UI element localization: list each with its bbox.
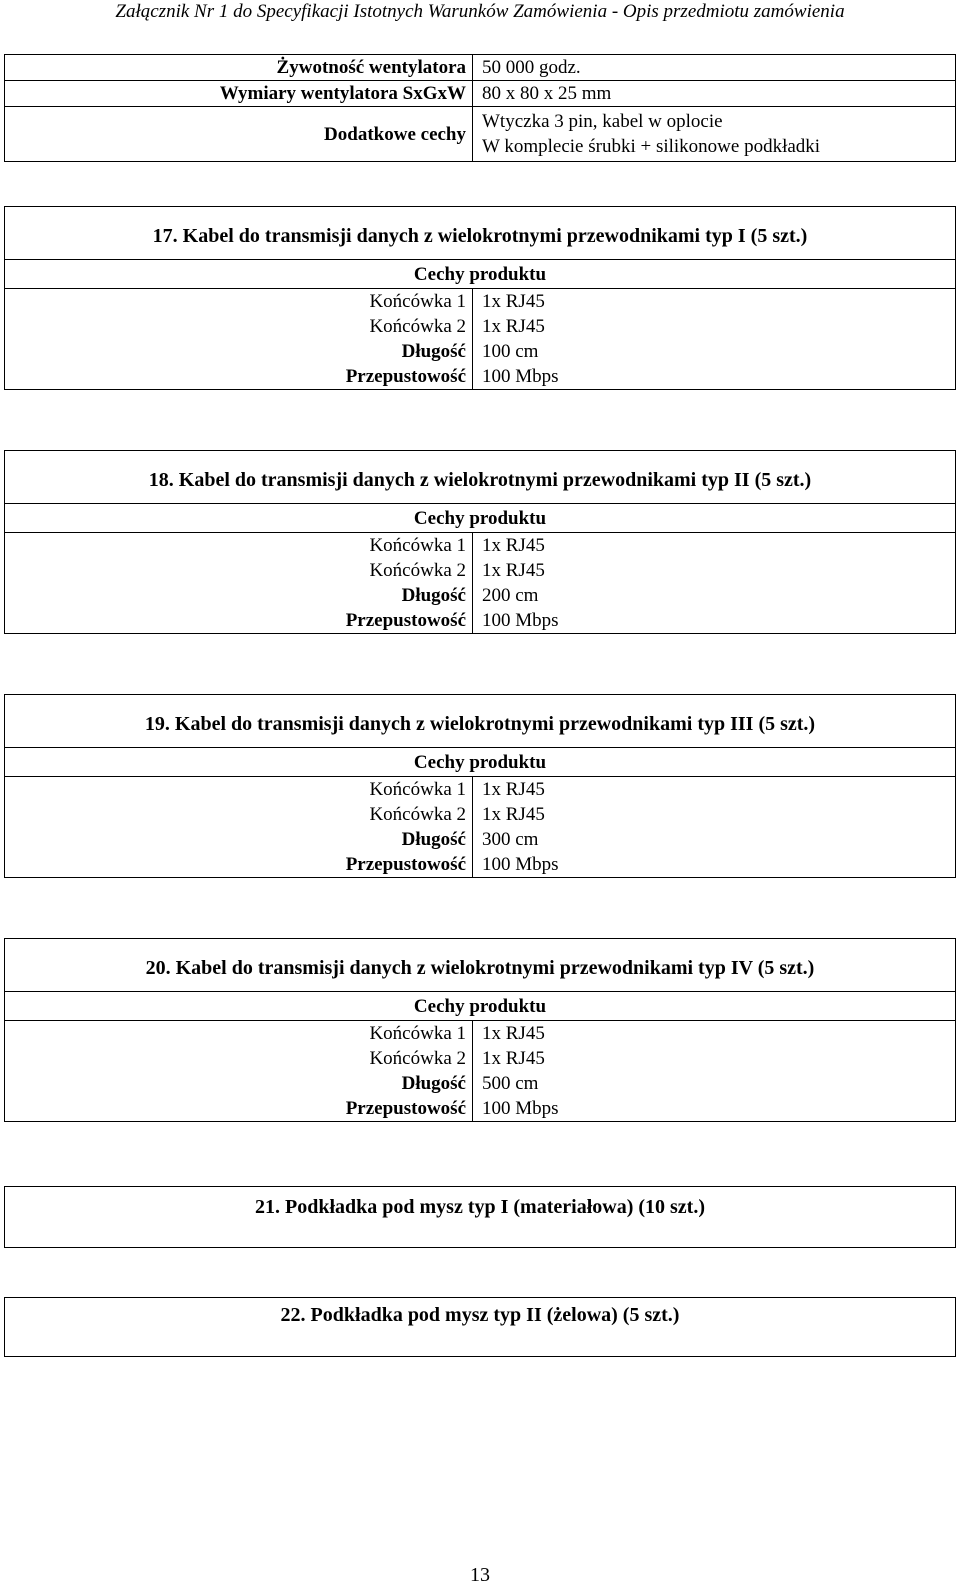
- row-value: 1x RJ45: [482, 779, 545, 800]
- table-row: [5, 583, 955, 608]
- page-number: 13: [470, 1564, 490, 1586]
- row-label: Końcówka 2: [5, 314, 473, 339]
- features-header: Cechy produktu: [5, 504, 955, 533]
- row-label: Wymiary wentylatora SxGxW: [5, 81, 473, 106]
- table-row: [5, 55, 955, 80]
- row-label: Końcówka 1: [5, 1021, 473, 1046]
- row-label: [5, 107, 473, 161]
- row-label: Końcówka 1: [5, 289, 473, 314]
- item-section: [4, 694, 956, 878]
- table-row: [5, 608, 955, 633]
- row-value: 1x RJ45: [482, 1048, 545, 1069]
- table-row: [5, 106, 955, 161]
- row-label: Długość: [5, 339, 473, 364]
- table-row: [5, 314, 955, 339]
- item-section: [4, 1186, 956, 1248]
- row-value: 100 Mbps: [482, 610, 559, 631]
- row-value: 1x RJ45: [482, 560, 545, 581]
- item-title: 17. Kabel do transmisji danych z wielokrotnymi przewodnikami typ I (5 szt.): [5, 207, 955, 260]
- row-label: Żywotność wentylatora: [5, 55, 473, 80]
- row-value: [473, 107, 955, 161]
- table-row: [5, 80, 955, 106]
- row-label: Przepustowość: [5, 608, 473, 633]
- item-title: 19. Kabel do transmisji danych z wielokrotnymi przewodnikami typ III (5 szt.): [5, 695, 955, 748]
- table-row: [5, 339, 955, 364]
- item-section: [4, 450, 956, 634]
- row-value: 1x RJ45: [482, 291, 545, 312]
- table-row: [5, 289, 955, 314]
- table-row: [5, 1046, 955, 1071]
- row-value: 80 x 80 x 25 mm: [482, 83, 612, 104]
- item-title: 18. Kabel do transmisji danych z wielokrotnymi przewodnikami typ II (5 szt.): [5, 451, 955, 504]
- row-label: Przepustowość: [5, 1096, 473, 1121]
- row-value: 100 Mbps: [482, 366, 559, 387]
- row-label: Końcówka 2: [5, 558, 473, 583]
- fan-spec-table: [4, 54, 956, 162]
- row-label: Końcówka 1: [5, 533, 473, 558]
- features-header: Cechy produktu: [5, 748, 955, 777]
- row-value: 1x RJ45: [482, 804, 545, 825]
- row-label: Długość: [5, 1071, 473, 1096]
- row-value: 100 Mbps: [482, 854, 559, 875]
- table-row: [5, 777, 955, 802]
- item-title: 21. Podkładka pod mysz typ I (materiałowa) (10 szt.): [255, 1196, 705, 1218]
- row-value: 100 Mbps: [482, 1098, 559, 1119]
- row-label: Końcówka 2: [5, 802, 473, 827]
- row-label-text: Dodatkowe cechy: [324, 123, 466, 145]
- row-value: 1x RJ45: [482, 535, 545, 556]
- row-value: 1x RJ45: [482, 1023, 545, 1044]
- table-row: [5, 364, 955, 389]
- row-value: 50 000 godz.: [482, 57, 581, 78]
- row-value: 1x RJ45: [482, 316, 545, 337]
- row-label: Przepustowość: [5, 364, 473, 389]
- row-value-line: W komplecie śrubki + silikonowe podkładki: [482, 136, 821, 157]
- row-label: Końcówka 2: [5, 1046, 473, 1071]
- item-section: [4, 1297, 956, 1357]
- table-row: [5, 802, 955, 827]
- table-row: [5, 852, 955, 877]
- row-value: 300 cm: [482, 829, 539, 850]
- table-row: [5, 1096, 955, 1121]
- features-header: Cechy produktu: [5, 992, 955, 1021]
- features-header: Cechy produktu: [5, 260, 955, 289]
- item-title: 22. Podkładka pod mysz typ II (żelowa) (5 szt.): [280, 1304, 680, 1326]
- row-label: Końcówka 1: [5, 777, 473, 802]
- item-section: [4, 206, 956, 390]
- row-value: 100 cm: [482, 341, 539, 362]
- row-value: 200 cm: [482, 585, 539, 606]
- row-value: 500 cm: [482, 1073, 539, 1094]
- table-row: [5, 1021, 955, 1046]
- table-row: [5, 1071, 955, 1096]
- table-row: [5, 827, 955, 852]
- document-header: Załącznik Nr 1 do Specyfikacji Istotnych Warunków Zamówienia - Opis przedmiotu zamówienia: [115, 1, 845, 22]
- row-value-line: Wtyczka 3 pin, kabel w oplocie: [482, 111, 723, 132]
- table-row: [5, 558, 955, 583]
- item-title: 20. Kabel do transmisji danych z wielokrotnymi przewodnikami typ IV (5 szt.): [5, 939, 955, 992]
- row-label: Długość: [5, 827, 473, 852]
- item-section: [4, 938, 956, 1122]
- row-label: Przepustowość: [5, 852, 473, 877]
- table-row: [5, 533, 955, 558]
- row-label: Długość: [5, 583, 473, 608]
